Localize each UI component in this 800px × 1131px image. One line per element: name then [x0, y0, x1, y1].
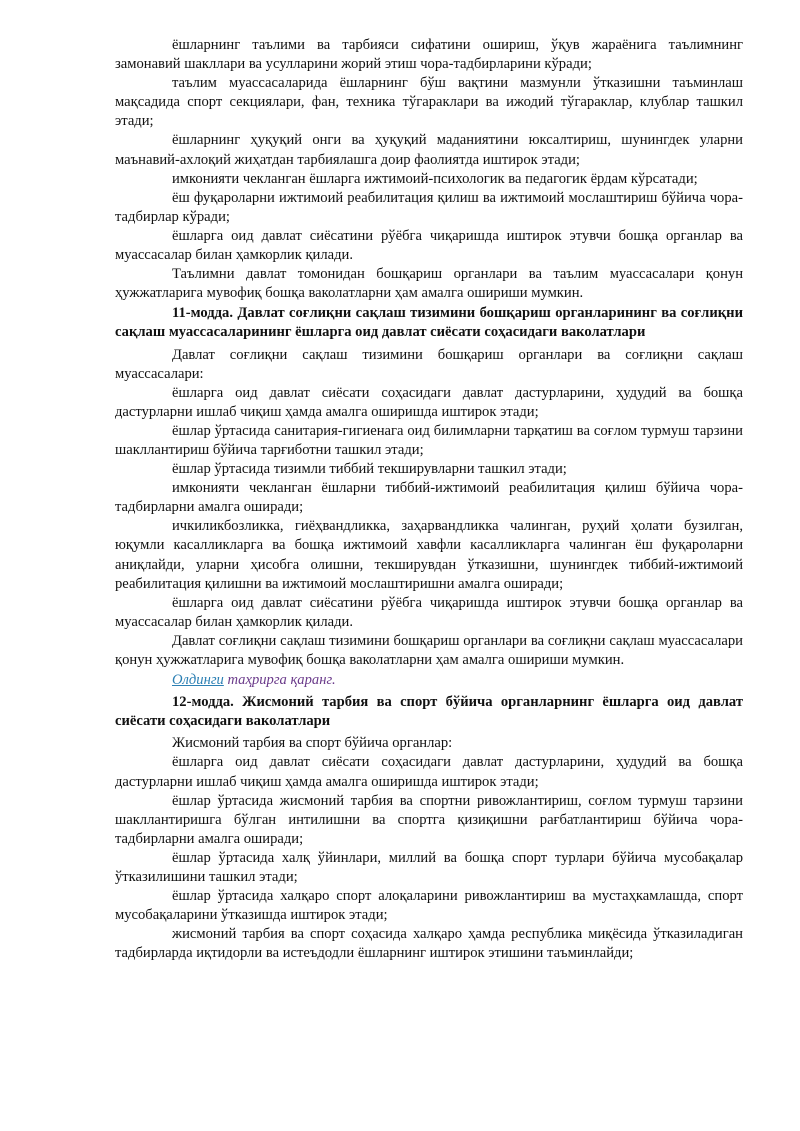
- paragraph: ёшларга оид давлат сиёсатини рўёбга чиқаришда иштирок этувчи бошқа органлар ва муассасалар билан ҳамкорлик қилади.: [115, 594, 743, 630]
- previous-edition-text: таҳрирга қаранг.: [223, 672, 336, 689]
- paragraph: имконияти чекланган ёшларга ижтимоий-психологик ва педагогик ёрдам кўрсатади;: [172, 170, 698, 187]
- article-11-heading: 11-модда. Давлат соғлиқни сақлаш тизимини бошқариш органларининг ва соғлиқни сақлаш муассасаларининг ёшларга оид давлат сиёсати соҳасидаги ваколатлари: [115, 305, 743, 341]
- paragraph: ичкиликбозликка, гиёҳвандликка, заҳарвандликка чалинган, руҳий ҳолати бузилган, юқумли касалликларга ва бошқа ижтимоий хавфли касалликларга чалинган ёш фуқароларни аниқлайди, уларни ҳисобга олишни, текширувдан ўтказишни, шунингдек тиббий-ижтимоий реабилитация қилишни ва ижтимоий мослаштиришни амалга оширади;: [115, 518, 743, 592]
- paragraph: ёшларнинг ҳуқуқий онги ва ҳуқуқий маданиятини юксалтириш, шунингдек уларни маънавий-ахлоқий жиҳатдан тарбиялашга доир фаолиятда иштирок этади;: [115, 132, 743, 168]
- paragraph: ёш фуқароларни ижтимоий реабилитация қилиш ва ижтимоий мослаштириш бўйича чора-тадбирлар кўради;: [115, 189, 743, 225]
- paragraph: имконияти чекланган ёшларни тиббий-ижтимоий реабилитация қилиш бўйича чора-тадбирларни амалга оширади;: [115, 480, 743, 516]
- paragraph: Давлат соғлиқни сақлаш тизимини бошқариш органлари ва соғлиқни сақлаш муассасалари қонун ҳужжатларига мувофиқ бошқа ваколатларни ҳам амалга ошириши мумкин.: [115, 632, 743, 668]
- paragraph: ёшлар ўртасида халқ ўйинлари, миллий ва бошқа спорт турлари бўйича мусобақалар ўтказилишини ташкил этади;: [115, 849, 743, 886]
- article-12-heading: 12-модда. Жисмоний тарбия ва спорт бўйича органларнинг ёшларга оид давлат сиёсати соҳасидаги ваколатлари: [115, 694, 743, 730]
- paragraph: Давлат соғлиқни сақлаш тизимини бошқариш органлари ва соғлиқни сақлаш муассасалари:: [115, 346, 743, 382]
- paragraph: ёшларга оид давлат сиёсати соҳасидаги давлат дастурларини, ҳудудий ва бошқа дастурларни ишлаб чиқиш ҳамда амалга оширишда иштирок этади;: [115, 384, 743, 420]
- paragraph: ёшларга оид давлат сиёсати соҳасидаги давлат дастурларини, ҳудудий ва бошқа дастурларни ишлаб чиқиш ҳамда амалга оширишда иштирок этади;: [115, 754, 743, 790]
- paragraph: Жисмоний тарбия ва спорт бўйича органлар:: [172, 735, 453, 752]
- previous-edition-link[interactable]: Олдинги: [172, 672, 224, 689]
- paragraph: ёшлар ўртасида жисмоний тарбия ва спортни ривожлантириш, соғлом турмуш тарзини шакллантиришга бўлган интилишни ва спортга қизиқишни рағбатлантириш бўйича чора-тадбирларни амалга оширади;: [115, 792, 743, 847]
- paragraph: жисмоний тарбия ва спорт соҳасида халқаро ҳамда республика миқёсида ўтказиладиган тадбирларда иқтидорли ва истеъдодли ёшларнинг иштирок этишини таъминлайди;: [115, 926, 743, 962]
- paragraph: ёшлар ўртасида санитария-гигиенага оид билимларни тарқатиш ва соғлом турмуш тарзини шакллантириш бўйича тарғиботни ташкил этади;: [115, 422, 743, 458]
- paragraph: ёшлар ўртасида тизимли тиббий текширувларни ташкил этади;: [172, 461, 567, 478]
- paragraph: ёшларга оид давлат сиёсатини рўёбга чиқаришда иштирок этувчи бошқа органлар ва муассасалар билан ҳамкорлик қилади.: [115, 227, 743, 264]
- paragraph: таълим муассасаларида ёшларнинг бўш вақтини мазмунли ўтказишни таъминлаш мақсадида спорт секциялари, фан, техника тўгараклари ва ижодий тўгараклар, клублар ташкил этади;: [115, 75, 743, 130]
- paragraph: Таълимни давлат томонидан бошқариш органлари ва таълим муассасалари қонун ҳужжатларига мувофиқ бошқа ваколатларни ҳам амалга ошириши мумкин.: [115, 266, 743, 302]
- paragraph: ёшларнинг таълими ва тарбияси сифатини ошириш, ўқув жараёнига таълимнинг замонавий шакллари ва усулларини жорий этиш чора-тадбирларини кўради;: [115, 37, 743, 73]
- paragraph: ёшлар ўртасида халқаро спорт алоқаларини ривожлантириш ва мустаҳкамлашда, спорт мусобақаларини ўтказишда иштирок этади;: [115, 888, 743, 924]
- previous-edition-note: [115, 671, 743, 690]
